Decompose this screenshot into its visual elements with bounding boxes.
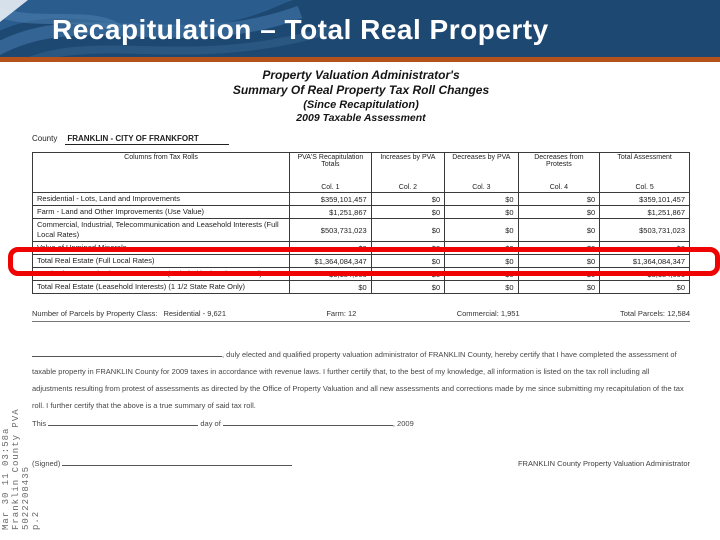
signer-name-blank — [32, 349, 222, 357]
value-cell: $0 — [290, 242, 372, 255]
value-cell: $503,731,023 — [600, 219, 690, 242]
county-label: County — [32, 134, 58, 143]
fax-line-timestamp: Mar 30 11 03:58a — [1, 427, 11, 530]
value-cell: $3,184,006 — [290, 268, 372, 281]
value-cell: $0 — [445, 219, 518, 242]
row-label-cell: Farm - Land and Other Improvements (Use Value) — [33, 206, 290, 219]
col-title: Increases by PVA — [380, 154, 436, 161]
signature-title: FRANKLIN County Property Valuation Administrator — [517, 459, 690, 468]
value-cell: $0 — [371, 193, 444, 206]
date-this-label: This — [32, 419, 47, 428]
value-cell: $0 — [518, 255, 600, 268]
value-cell: $1,364,084,347 — [290, 255, 372, 268]
table-row — [33, 281, 690, 294]
value-cell: $0 — [518, 206, 600, 219]
col-title: Decreases by PVA — [452, 154, 511, 161]
table-row — [33, 219, 690, 242]
row-label-cell: Total Real Estate (Full Local Rates) — [33, 255, 290, 268]
signed-label: (Signed) — [32, 459, 61, 468]
value-cell: $3,184,006 — [600, 268, 690, 281]
value-cell: $0 — [600, 281, 690, 294]
value-cell: $0 — [445, 281, 518, 294]
value-cell: $0 — [518, 268, 600, 281]
value-cell: $359,101,457 — [290, 193, 372, 206]
parcels-residential: Residential - 9,621 — [163, 309, 227, 318]
col-title: Total Assessment — [617, 154, 672, 161]
fax-line-sender: Franklin County PVA — [11, 408, 21, 530]
county-value: FRANKLIN - CITY OF FRANKFORT — [65, 134, 228, 145]
date-month-blank — [223, 418, 393, 426]
row-label-cell: Residential - Lots, Land and Improvements — [33, 193, 290, 206]
scanned-document — [32, 68, 690, 468]
row-label-cell: Total Telecommunication Assessments (Included in the Above Total) — [33, 268, 290, 281]
doc-title-line4: 2009 Taxable Assessment — [296, 112, 426, 124]
col-number: Col. 5 — [635, 184, 654, 191]
value-cell: $0 — [518, 242, 600, 255]
certification-lead: , duly elected and qualified property valuation administrator of FRANKLIN County, hereby certify that I have — [222, 350, 578, 359]
row-label-cell: Value of Unmined Minerals — [33, 242, 290, 255]
value-cell: $0 — [371, 255, 444, 268]
row-label-cell: Total Real Estate (Leasehold Interests) (1 1/2 State Rate Only) — [33, 281, 290, 294]
doc-title-line1: Property Valuation Administrator's — [262, 68, 460, 82]
certification-paragraph — [32, 346, 690, 414]
doc-title-line3: (Since Recapitulation) — [303, 99, 419, 111]
certification-body: completed the assessment of taxable property in FRANKLIN County for 2009 taxes in accordance with revenue laws. I further certify that, to the best of my knowledge, all information is listed on the tax roll including all adjustments resulting from protest of assessments as directed by the Office of Property Valuation and all new assessments and corrections made by me since submitting my recapitulation of the tax roll. I further certify that the above is a true summary of said tax roll. — [32, 350, 684, 410]
row-label-cell: Commercial, Industrial, Telecommunication and Leasehold Interests (Full Local Rates) — [33, 219, 290, 242]
col-header-pva-recap — [290, 153, 372, 193]
date-day-blank — [48, 418, 198, 426]
col-number: Col. 4 — [549, 184, 569, 191]
table-row — [33, 268, 690, 281]
col-number: Col. 1 — [321, 184, 340, 191]
slide-header — [0, 0, 720, 57]
tax-roll-table — [32, 152, 690, 294]
col-title: Decreases from Protests — [534, 154, 584, 168]
tax-table-body — [33, 193, 690, 294]
col-header-protests — [518, 153, 600, 193]
fax-line-page: p.2 — [31, 510, 41, 530]
parcels-total: Total Parcels: 12,584 — [619, 309, 691, 318]
doc-title-line2: Summary Of Real Property Tax Roll Changes — [232, 83, 490, 97]
accent-rule — [0, 57, 720, 62]
value-cell: $503,731,023 — [290, 219, 372, 242]
value-cell: $0 — [518, 193, 600, 206]
table-header-row — [33, 153, 690, 193]
date-line — [32, 418, 690, 428]
parcels-label: Number of Parcels by Property Class: — [32, 309, 158, 318]
value-cell: $1,251,867 — [600, 206, 690, 219]
parcels-summary-line — [32, 309, 690, 322]
row-header-label: Columns from Tax Rolls — [33, 153, 290, 193]
fax-line-phone: 5022208435 — [21, 465, 31, 530]
document-heading — [32, 68, 690, 125]
value-cell: $0 — [371, 206, 444, 219]
slide-title: Recapitulation – Total Real Property — [52, 14, 549, 45]
date-dayof-label: day of — [200, 419, 221, 428]
date-year-label: , 2009 — [392, 419, 414, 428]
value-cell: $0 — [445, 206, 518, 219]
value-cell: $0 — [518, 281, 600, 294]
value-cell: $0 — [600, 242, 690, 255]
value-cell: $0 — [445, 268, 518, 281]
value-cell: $1,251,867 — [290, 206, 372, 219]
value-cell: $0 — [445, 255, 518, 268]
parcels-commercial: Commercial: 1,951 — [456, 309, 520, 318]
col-header-increases — [371, 153, 444, 193]
value-cell: $0 — [518, 219, 600, 242]
parcels-farm: Farm: 12 — [326, 309, 357, 318]
value-cell: $0 — [290, 281, 372, 294]
value-cell: $0 — [371, 268, 444, 281]
col-title: PVA'S Recapitulation Totals — [297, 154, 364, 168]
county-line — [32, 134, 690, 145]
value-cell: $0 — [445, 193, 518, 206]
col-header-decreases — [445, 153, 518, 193]
table-row — [33, 206, 690, 219]
value-cell: $1,364,084,347 — [600, 255, 690, 268]
signed-block — [32, 458, 292, 468]
col-number: Col. 2 — [398, 184, 418, 191]
table-row — [33, 193, 690, 206]
value-cell: $0 — [371, 242, 444, 255]
signature-blank — [62, 458, 292, 466]
value-cell: $0 — [371, 219, 444, 242]
table-row — [33, 242, 690, 255]
table-row — [33, 255, 690, 268]
col-header-total — [600, 153, 690, 193]
value-cell: $359,101,457 — [600, 193, 690, 206]
signature-row — [32, 458, 690, 468]
col-number: Col. 3 — [472, 184, 491, 191]
value-cell: $0 — [371, 281, 444, 294]
value-cell: $0 — [445, 242, 518, 255]
